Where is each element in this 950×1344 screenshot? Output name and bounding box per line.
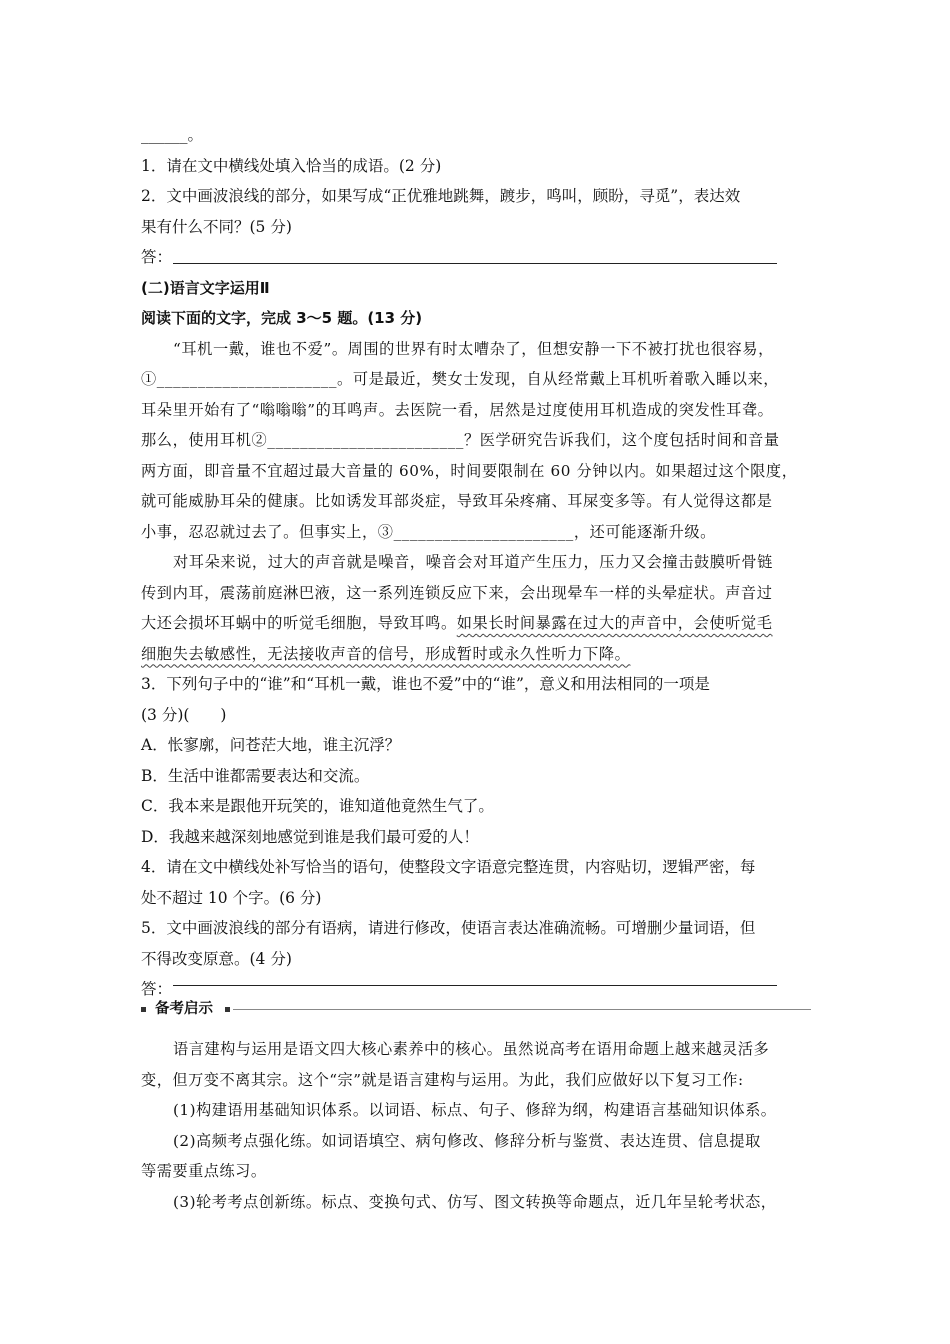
tips-section-header (141, 998, 811, 1020)
passage-line: 就可能威胁耳朵的健康。比如诱发耳部炎症，导致耳朵疼痛、耳屎变多等。有人觉得这都是 (141, 492, 773, 510)
answer-line-q2 (173, 263, 777, 264)
option-b: B．生活中谁都需要表达和交流。 (141, 766, 370, 785)
reading-passage (141, 334, 821, 670)
wavy-underlined-text: 细胞失去敏感性，无法接收声音的信号，形成暂时或永久性听力下降。 (141, 644, 631, 663)
question-2-line-2: 果有什么不同？(5 分) (141, 217, 292, 236)
question-5-line-2: 不得改变原意。(4 分) (141, 949, 292, 968)
option-c: C．我本来是跟他开玩笑的，谁知道他竟然生气了。 (141, 797, 494, 815)
reading-instruction: 阅读下面的文字，完成 3～5 题。(13 分) (141, 309, 423, 327)
wavy-underlined-text: 如果长时间暴露在过大的声音中，会使听觉毛 (456, 614, 773, 632)
passage-line: 两方面，即音量不宜超过最大音量的 60%，时间要限制在 60 分钟以内。如果超过这个限度， (141, 461, 798, 480)
square-bullet-icon (225, 1007, 230, 1012)
blank-line-end: ______。 (141, 126, 204, 144)
question-3-line-1: 3．下列句子中的“谁”和“耳机一戴，谁也不爱”中的“谁”，意义和用法相同的一项是 (141, 675, 710, 693)
question-2-line-1: 2．文中画波浪线的部分，如果写成“正优雅地跳舞，踱步，鸣叫，顾盼，寻觅”，表达效 (141, 187, 741, 205)
tips-line: 语言建构与运用是语文四大核心素养中的核心。虽然说高考在语用命题上越来越灵活多 (173, 1040, 770, 1058)
tips-section-title: 备考启示 (155, 1001, 213, 1017)
tips-line: 等需要重点练习。 (141, 1162, 267, 1180)
answer-label-q2: 答： (141, 248, 173, 266)
section-heading-2: (二)语言文字运用Ⅱ (141, 278, 270, 297)
question-3-line-2: (3 分)( ) (141, 705, 227, 724)
question-4-line-1: 4．请在文中横线处补写恰当的语句，使整段文字语意完整连贯，内容贴切，逻辑严密，每 (141, 858, 756, 876)
tips-body (141, 1034, 821, 1217)
question-5-line-1: 5．文中画波浪线的部分有语病，请进行修改，使语言表达准确流畅。可增删少量词语，但 (141, 919, 756, 937)
tips-line: (1)构建语用基础知识体系。以词语、标点、句子、修辞为纲，构建语言基础知识体系。 (173, 1101, 777, 1119)
question-1: 1．请在文中横线处填入恰当的成语。(2 分) (141, 156, 442, 175)
exercise-body (141, 120, 821, 1005)
passage-line (141, 608, 821, 639)
tips-line: 变，但万变不离其宗。这个“宗”就是语言建构与运用。为此，我们应做好以下复习工作: (141, 1070, 744, 1089)
question-4-line-2: 处不超过 10 个字。(6 分) (141, 888, 322, 907)
option-d: D．我越来越深刻地感觉到谁是我们最可爱的人！ (141, 827, 479, 846)
passage-line: 对耳朵来说，过大的声音就是噪音，噪音会对耳道产生压力，压力又会撞击鼓膜听骨链 (173, 553, 773, 571)
square-bullet-icon (141, 1007, 146, 1012)
passage-line: 传到内耳，震荡前庭淋巴液，这一系列连锁反应下来，会出现晕车一样的头晕症状。声音过 (141, 583, 773, 602)
passage-line: 小事，忍忍就过去了。但事实上，③______________________，还可能逐渐升级。 (141, 522, 716, 541)
tips-line: (2)高频考点强化练。如词语填空、病句修改、修辞分析与鉴赏、表达连贯、信息提取 (173, 1131, 761, 1150)
answer-line-q5 (173, 985, 777, 986)
divider (233, 1009, 811, 1010)
passage-line: 耳朵里开始有了“嗡嗡嗡”的耳鸣声。去医院一看，居然是过度使用耳机造成的突发性耳聋。 (141, 400, 774, 419)
passage-text: 大还会损坏耳蜗中的听觉毛细胞，导致耳鸣。 (141, 614, 457, 632)
tips-line: (3)轮考考点创新练。标点、变换句式、仿写、图文转换等命题点，近几年呈轮考状态， (173, 1192, 777, 1211)
passage-line: 那么，使用耳机②________________________？医学研究告诉我们，这个度包括时间和音量 (141, 431, 780, 449)
answer-label-q5: 答： (141, 980, 173, 998)
option-a: A．怅寥廓，问苍茫大地，谁主沉浮？ (141, 736, 401, 754)
passage-line: “耳机一戴，谁也不爱”。周围的世界有时太嘈杂了，但想安静一下不被打扰也很容易， (173, 339, 774, 358)
passage-line (141, 639, 821, 670)
passage-line: ①______________________。可是最近，樊女士发现，自从经常戴上耳机听着歌入睡以来， (141, 370, 780, 388)
